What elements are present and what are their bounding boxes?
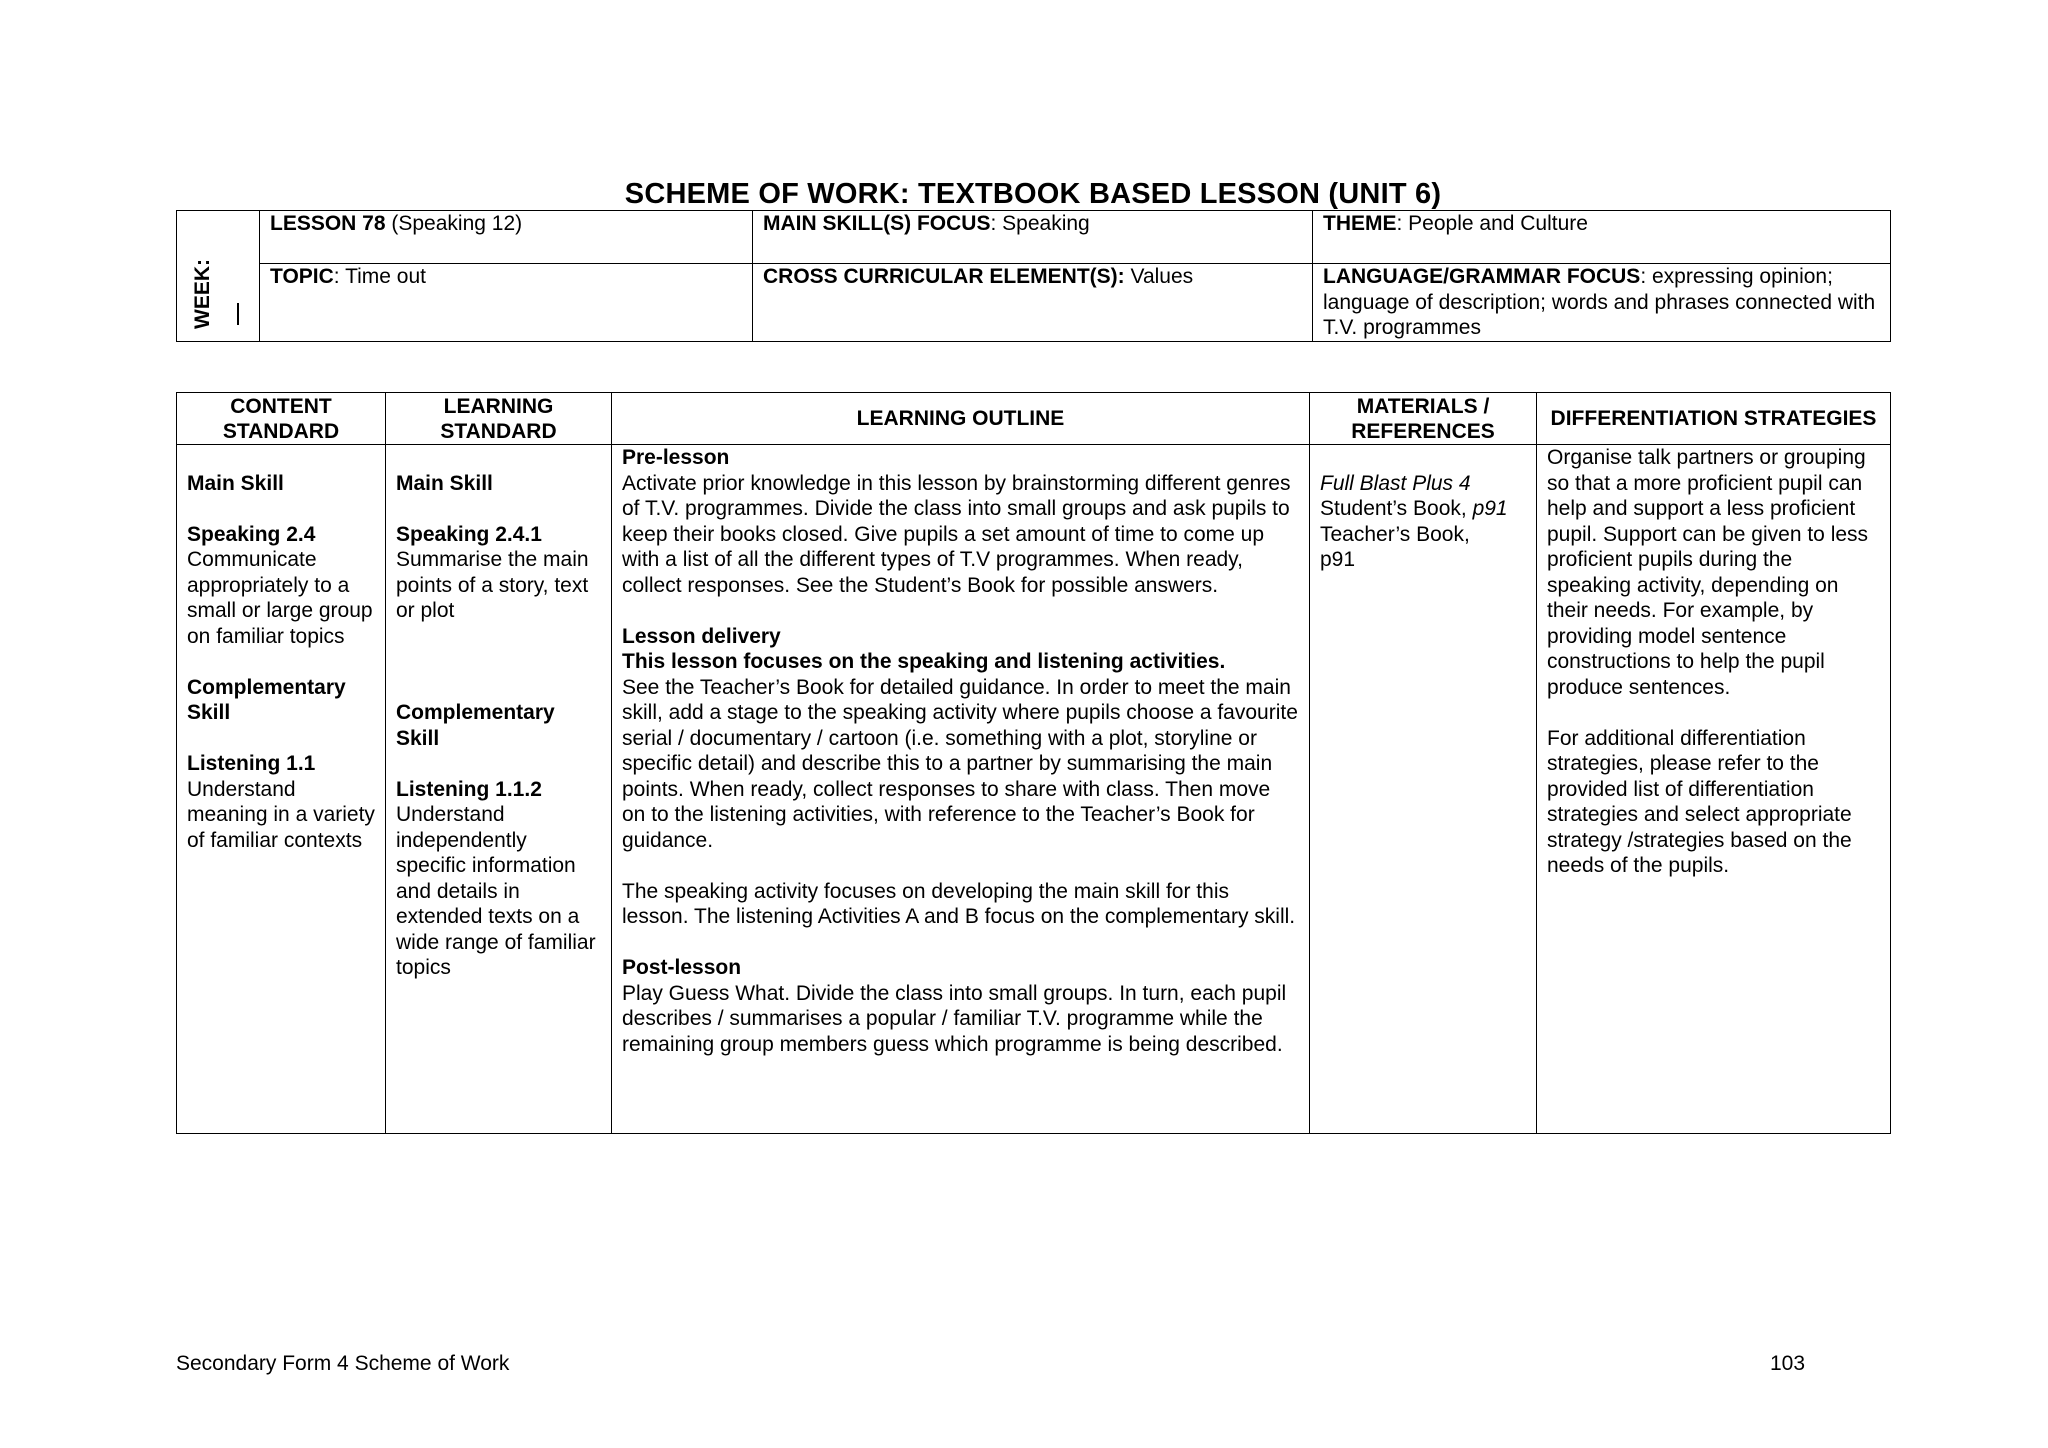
lesson-delivery-heading: Lesson delivery [622,624,781,648]
grammar-focus-value: : expressing opinion; language of description; words and phrases connected with T.V. programmes [1323,265,1876,339]
learning-main-skill-code: Speaking 2.4.1 [396,522,542,546]
students-book-label: Student’s Book, [1320,497,1473,520]
footer-page-number: 103 [1770,1352,1806,1375]
learning-plan-table [176,392,1891,1134]
content-complementary-text: Understand meaning in a variety of familiar contexts [187,777,375,852]
learning-standard-cell [386,445,612,1134]
grammar-focus-cell [1313,264,1891,342]
lesson-delivery-focus: This lesson focuses on the speaking and listening activities. [622,650,1226,673]
teachers-book-page: p91 [1320,548,1356,571]
theme-cell [1313,211,1891,264]
learning-main-skill-text: Summarise the main points of a story, text or plot [396,548,589,622]
lesson-label: LESSON 78 [270,212,386,235]
post-lesson-text: Play Guess What. Divide the class into small groups. In turn, each pupil describes / summarises a popular / familiar T.V. programme while the remaining group members guess which programme is being described. [622,981,1287,1056]
page-title: SCHEME OF WORK: TEXTBOOK BASED LESSON (UNIT 6) [624,178,1442,210]
content-complementary-code: Listening 1.1 [187,752,316,775]
cross-curricular-cell [753,264,1313,342]
lesson-value: (Speaking 12) [385,212,523,235]
post-lesson-heading: Post-lesson [622,956,742,979]
pre-lesson-heading: Pre-lesson [622,446,730,469]
topic-label: TOPIC [270,265,334,288]
week-value-line [237,303,239,325]
learning-complementary-text: Understand independently specific information and details in extended texts on a wide range of familiar topics [396,803,596,979]
lesson-delivery-text: See the Teacher’s Book for detailed guidance. In order to meet the main skill, add a stage to the speaking activity where pupils choose a favourite serial / documentary / cartoon (i.e. something with a plot, storyline or specific detail) and describe this to a partner by summarising the main points. When ready, collect responses to share with class. Then move on to the listening activities, with reference to the Teacher’s Book for guidance. [622,675,1298,852]
theme-label: THEME [1323,212,1397,235]
learning-complementary-code: Listening 1.1.2 [396,777,542,801]
cross-curricular-value: Values [1124,265,1194,288]
column-header-differentiation: DIFFERENTIATION STRATEGIES [1537,393,1891,445]
main-skill-focus-label: MAIN SKILL(S) FOCUS [763,212,991,235]
main-skill-focus-cell [753,211,1313,264]
content-standard-cell [177,445,386,1134]
theme-value: : People and Culture [1396,212,1588,235]
footer-document-name: Secondary Form 4 Scheme of Work [176,1352,510,1375]
pre-lesson-text: Activate prior knowledge in this lesson by brainstorming different genres of T.V. programmes. Divide the class into small groups and ask pupils to keep their books closed. Give pupils a set amount of time to come up with a list of all the different types of T.V programmes. When ready, collect responses. See the Student’s Book for possible answers. [622,471,1291,597]
differentiation-cell [1537,445,1891,1134]
column-header-content-standard: CONTENT STANDARD [177,393,386,445]
week-cell [177,211,260,342]
lesson-delivery-text-2: The speaking activity focuses on developing the main skill for this lesson. The listening Activities A and B focus on the complementary skill. [622,879,1296,928]
content-main-skill-heading: Main Skill [187,471,284,495]
cross-curricular-label: CROSS CURRICULAR ELEMENT(S): [763,265,1125,288]
textbook-title: Full Blast Plus 4 [1320,471,1471,495]
week-label: WEEK: [191,259,214,329]
content-main-skill-code: Speaking 2.4 [187,522,316,546]
differentiation-paragraph-2: For additional differentiation strategies, please refer to the provided list of differentiation strategies and select appropriate strategy /strategies based on the needs of the pupils. [1547,726,1852,877]
topic-cell [260,264,753,342]
differentiation-paragraph-1: Organise talk partners or grouping so that a more proficient pupil can help and support a less proficient pupil. Support can be given to less proficient pupils during the speaking activity, depending on their needs. For example, by providing model sentence constructions to help the pupil produce sentences. [1547,446,1869,699]
main-skill-focus-value: : Speaking [990,212,1090,235]
topic-value: : Time out [333,265,426,288]
materials-cell [1310,445,1537,1134]
learning-outline-cell [612,445,1310,1134]
lesson-cell [260,211,753,264]
content-complementary-heading: Complementary Skill [187,675,346,724]
content-main-skill-text: Communicate appropriately to a small or large group on familiar topics [187,548,373,648]
column-header-learning-outline: LEARNING OUTLINE [612,393,1310,445]
learning-complementary-heading: Complementary Skill [396,701,555,750]
column-header-materials: MATERIALS / REFERENCES [1310,393,1537,445]
column-header-learning-standard: LEARNING STANDARD [386,393,612,445]
lesson-header-table [176,210,1891,342]
learning-main-skill-heading: Main Skill [396,471,493,495]
grammar-focus-label: LANGUAGE/GRAMMAR FOCUS [1323,265,1641,288]
students-book-page: p91 [1472,497,1508,520]
teachers-book-label: Teacher’s Book, [1320,522,1470,546]
